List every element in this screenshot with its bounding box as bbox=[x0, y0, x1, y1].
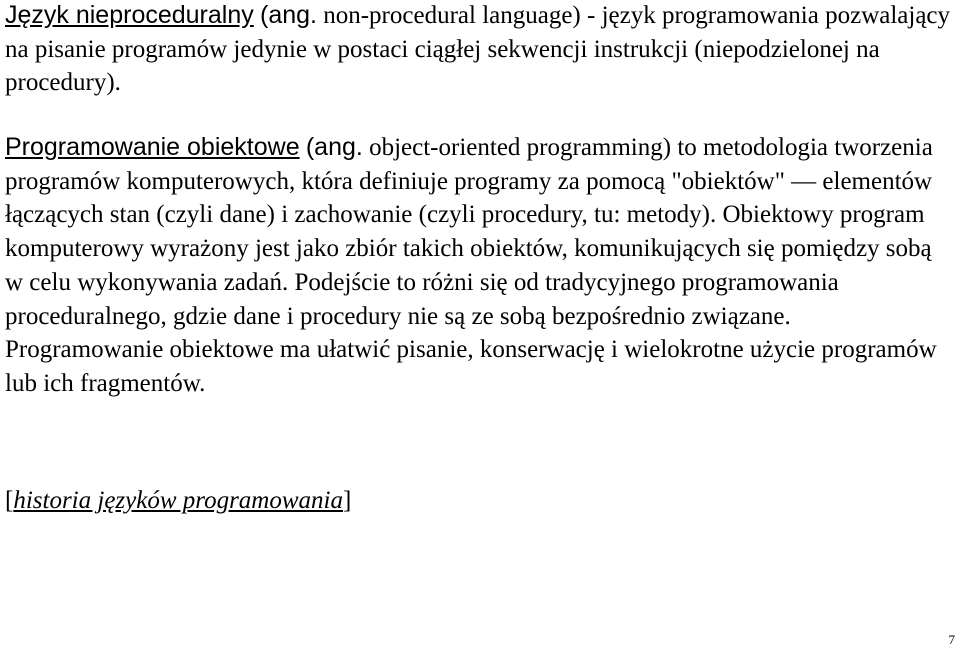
definition-text: object-oriented programming) to metodologia tworzenia programów komputerowych, która definiuje programy za pomocą "obiektów" — elementów łączących stan (czyli dane) i zachowanie (czyli procedury, tu: metody). Obiektowy program komputerowy wyrażony jest jako zbiór takich obiektów, komunikujących się pomiędzy sobą w celu wykonywania zadań. Podejście to różni się od tradycyjnego programowania proceduralnego, gdzie dane i procedury nie są ze sobą bezpośrednio związane. Programowanie obiektowe ma ułatwić pisanie, konserwację i wielokrotne użycie programów lub ich fragmentów. bbox=[5, 134, 937, 397]
ang-label: (ang. bbox=[260, 1, 317, 29]
term-link-object-oriented[interactable]: Programowanie obiektowe bbox=[5, 133, 300, 161]
reference-line bbox=[5, 484, 955, 518]
history-link[interactable]: historia języków programowania bbox=[13, 487, 343, 514]
term-link-nonprocedural[interactable]: Język nieproceduralny bbox=[5, 1, 254, 29]
paragraph-nonprocedural-language bbox=[5, 0, 955, 100]
close-bracket: ] bbox=[342, 487, 352, 514]
ang-label: (ang. bbox=[305, 133, 363, 161]
open-bracket: [ bbox=[5, 487, 14, 514]
paragraph-object-oriented-programming bbox=[5, 131, 955, 401]
definition-text: non-procedural language) - język programowania pozwalający na pisanie programów jedynie w postaci ciągłej sekwencji instrukcji (niepodzielonej na procedury). bbox=[5, 2, 951, 97]
page-number: 7 bbox=[948, 632, 955, 647]
